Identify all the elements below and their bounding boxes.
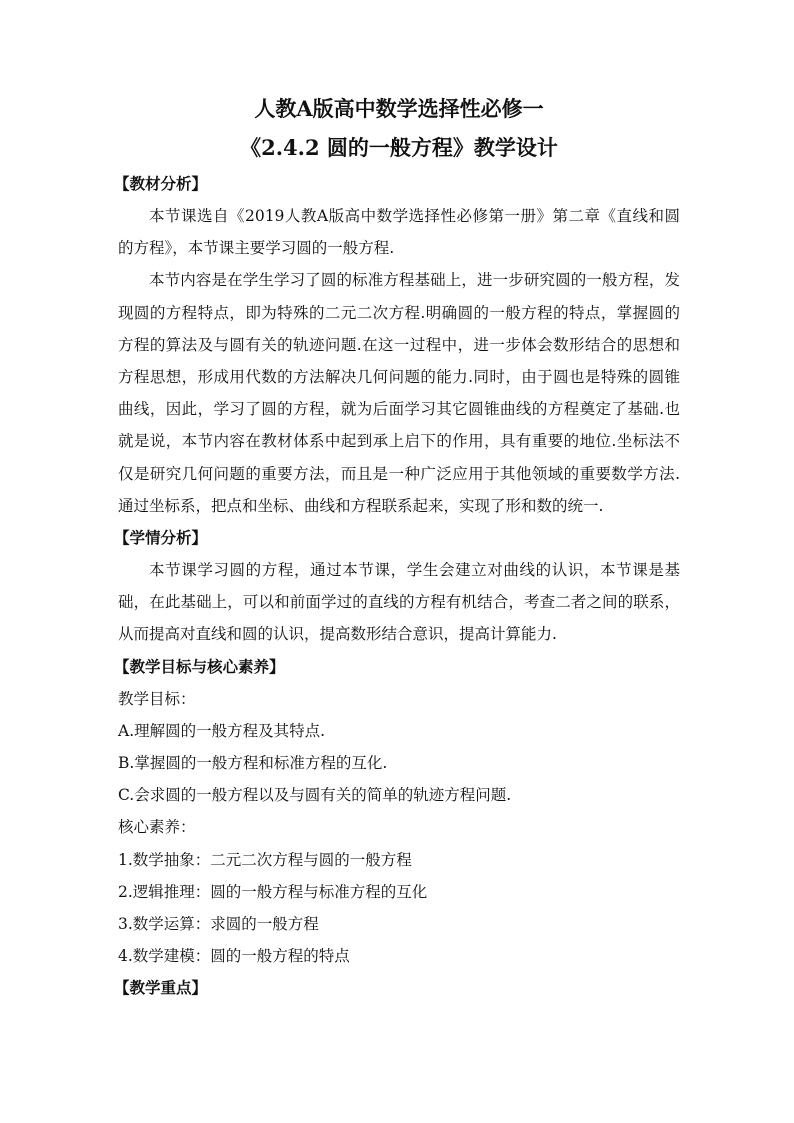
section-heading-student-analysis: 【学情分析】 [114,528,208,548]
section-heading-objectives: 【教学目标与核心素养】 [114,656,285,676]
literacy-item: 2.逻辑推理：圆的一般方程与标准方程的互化 [118,882,428,901]
objective-item: A.理解圆的一般方程及其特点. [118,721,326,740]
document-title-line2: 《2.4.2 圆的一般方程》教学设计 [240,135,558,160]
section-heading-key-points: 【教学重点】 [114,978,208,998]
objectives-literacy-label: 核心素养： [118,818,196,837]
section-heading-textbook-analysis: 【教材分析】 [114,174,208,193]
document-title-line1: 人教A版高中数学选择性必修一 [254,96,544,121]
objectives-goals-label: 教学目标： [118,689,196,708]
textbook-analysis-paragraph-1: 本节课选自《2019人教A版高中数学选择性必修第一册》第二章《直线和圆的方程》，本节课主要学习圆的一般方程. [118,207,680,258]
literacy-item: 1.数学抽象：二元二次方程与圆的一般方程 [118,850,412,869]
document-page [114,92,680,1004]
student-analysis-paragraph-1: 本节课学习圆的方程，通过本节课，学生会建立对曲线的认识，本节课是基础，在此基础上，可以和前面学过的直线的方程有机结合，考查二者之间的联系，从而提高对直线和圆的认识，提高数形结合意识，提高计算能力. [118,561,680,644]
textbook-analysis-paragraph-2: 本节内容是在学生学习了圆的标准方程基础上，进一步研究圆的一般方程，发现圆的方程特点，即为特殊的二元二次方程.明确圆的一般方程的特点，掌握圆的方程的算法及与圆有关的轨迹问题.在这一过程中，进一步体会数形结合的思想和方程思想，形成用代数的方法解决几何问题的能力.同时，由于圆也是特殊的圆锥曲线，因此，学习了圆的方程，就为后面学习其它圆锥曲线的方程奠定了基础.也就是说，本节内容在教材体系中起到承上启下的作用，具有重要的地位.坐标法不仅是研究几何问题的重要方法，而且是一种广泛应用于其他领域的重要数学方法.通过坐标系，把点和坐标、曲线和方程联系起来，实现了形和数的统一. [118,271,680,515]
objective-item: C.会求圆的一般方程以及与圆有关的简单的轨迹方程问题. [118,786,512,805]
literacy-item: 3.数学运算：求圆的一般方程 [118,915,319,934]
literacy-item: 4.数学建模：圆的一般方程的特点 [118,947,350,966]
objective-item: B.掌握圆的一般方程和标准方程的互化. [118,754,388,773]
